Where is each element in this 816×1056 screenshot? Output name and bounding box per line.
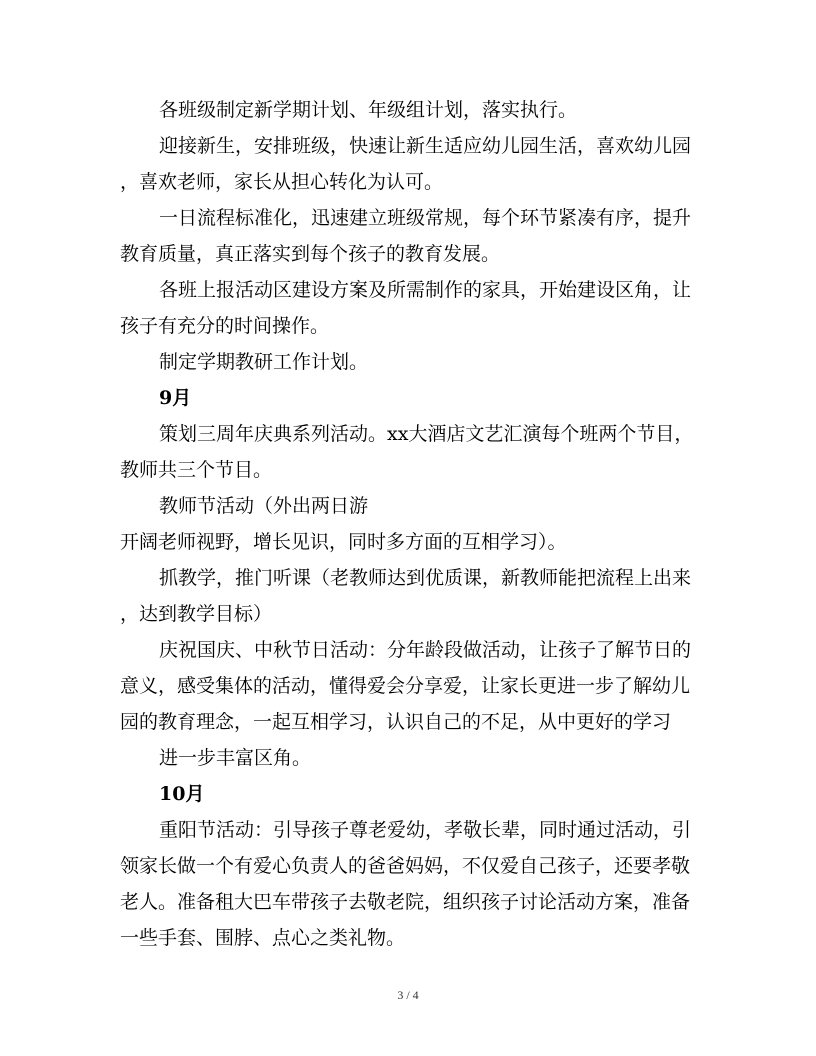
paragraph-line: 抓教学，推门听课（老教师达到优质课，新教师能把流程上出来 bbox=[159, 567, 692, 589]
document-body bbox=[120, 92, 700, 956]
paragraph-line: 进一步丰富区角。 bbox=[159, 747, 312, 769]
paragraph-line: 迎接新生，安排班级，快速让新生适应幼儿园生活，喜欢幼儿园 bbox=[159, 135, 692, 157]
paragraph-line: 各班级制定新学期计划、年级组计划，落实执行。 bbox=[159, 99, 578, 121]
paragraph-line: 园的教育理念，一起互相学习，认识自己的不足，从中更好的学习 bbox=[120, 711, 672, 733]
paragraph-line: 一些手套、围脖、点心之类礼物。 bbox=[120, 927, 406, 949]
paragraph-line: 老人。准备租大巴车带孩子去敬老院，组织孩子讨论活动方案，准备 bbox=[120, 891, 691, 913]
month-heading-october: 10月 bbox=[159, 783, 205, 805]
month-heading-september: 9月 bbox=[159, 387, 192, 409]
paragraph-line: 孩子有充分的时间操作。 bbox=[120, 315, 330, 337]
paragraph-line: ，达到教学目标） bbox=[120, 603, 273, 625]
paragraph-line: 制定学期教研工作计划。 bbox=[159, 351, 369, 373]
paragraph-line: 一日流程标准化，迅速建立班级常规，每个环节紧凑有序，提升 bbox=[159, 207, 692, 229]
paragraph-line: 开阔老师视野，增长见识，同时多方面的互相学习）。 bbox=[120, 531, 567, 553]
paragraph-line: 教师共三个节目。 bbox=[120, 459, 273, 481]
paragraph-line: 庆祝国庆、中秋节日活动：分年龄段做活动，让孩子了解节日的 bbox=[159, 639, 692, 661]
paragraph-line: ，喜欢老师，家长从担心转化为认可。 bbox=[120, 171, 444, 193]
paragraph-line: 教师节活动（外出两日游 bbox=[159, 495, 369, 517]
paragraph-line: 策划三周年庆典系列活动。xx大酒店文艺汇演每个班两个节目， bbox=[159, 423, 694, 445]
paragraph-line: 重阳节活动：引导孩子尊老爱幼，孝敬长辈，同时通过活动，引 bbox=[159, 819, 692, 841]
paragraph-line: 意义，感受集体的活动，懂得爱会分享爱，让家长更进一步了解幼儿 bbox=[120, 675, 691, 697]
paragraph-line: 教育质量，真正落实到每个孩子的教育发展。 bbox=[120, 243, 501, 265]
paragraph-line: 领家长做一个有爱心负责人的爸爸妈妈，不仅爱自己孩子，还要孝敬 bbox=[120, 855, 691, 877]
paragraph-line: 各班上报活动区建设方案及所需制作的家具，开始建设区角，让 bbox=[159, 279, 692, 301]
page-number: 3 / 4 bbox=[397, 988, 419, 1002]
